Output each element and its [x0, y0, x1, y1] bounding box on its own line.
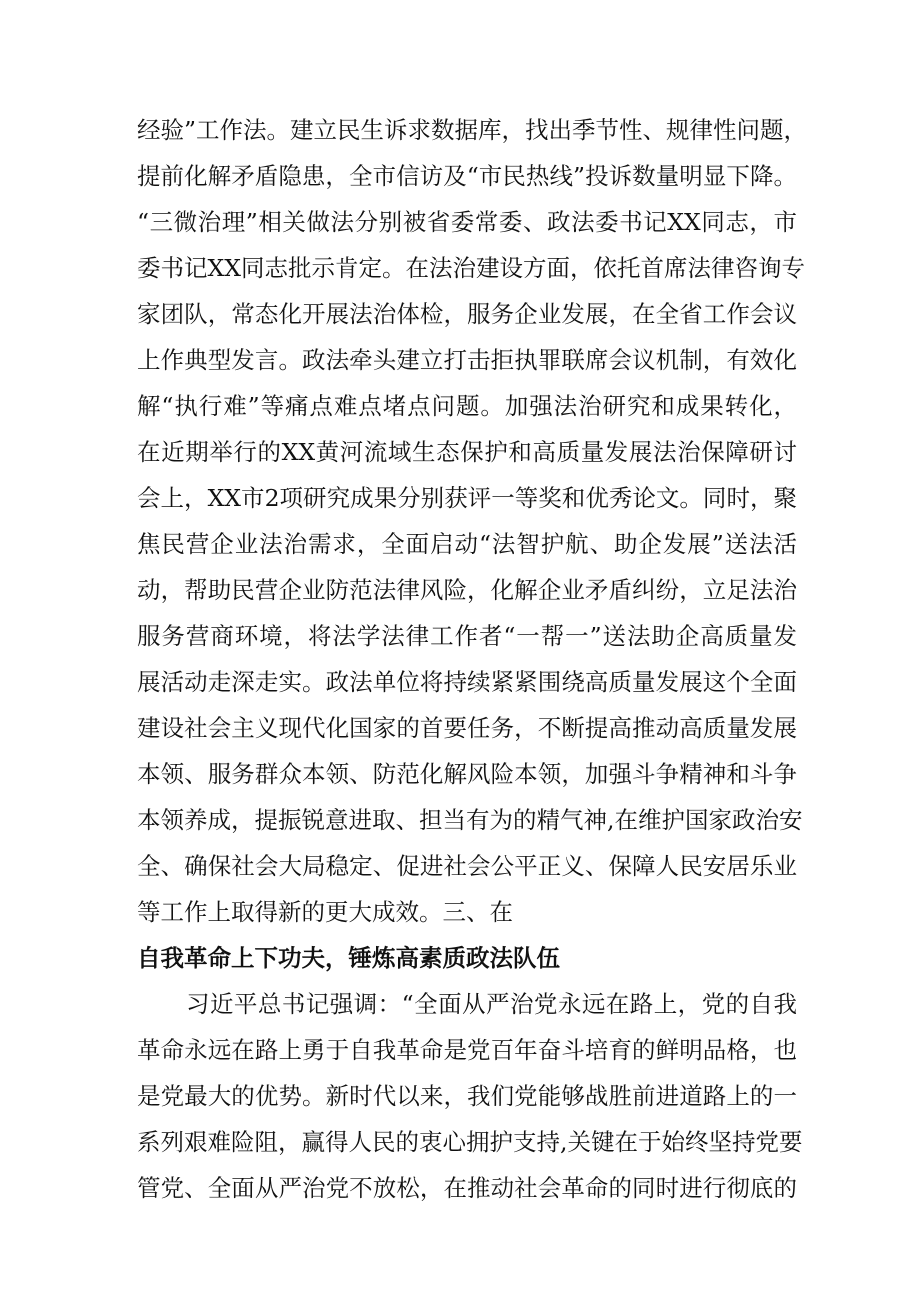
text-line: 系列艰难险阻，赢得人民的衷心拥护支持,关键在于始终坚持党要 [137, 1128, 803, 1156]
text-line: 等工作上取得新的更大成效。三、在 [137, 898, 513, 926]
text-line: 服务营商环境，将法学法律工作者“一帮一”送法助企高质量发 [137, 622, 797, 650]
text-line: 本领养成，提振锐意进取、担当有为的精气神,在维护国家政治安 [137, 806, 803, 834]
section-heading: 自我革命上下功夫，锤炼高素质政法队伍 [137, 944, 560, 972]
text-line: 习近平总书记强调：“全面从严治党永远在路上，党的自我 [186, 990, 797, 1018]
text-line: 是党最大的优势。新时代以来，我们党能够战胜前进道路上的一 [137, 1082, 797, 1110]
text-line: 会上，XX市2项研究成果分别获评一等奖和优秀论文。同时，聚 [137, 484, 797, 512]
text-line: 管党、全面从严治党不放松，在推动社会革命的同时进行彻底的 [137, 1174, 797, 1202]
text-line: 动，帮助民营企业防范法律风险，化解企业矛盾纠纷，立足法治 [137, 576, 797, 604]
text-line: 委书记XX同志批示肯定。在法治建设方面，依托首席法律咨询专 [137, 254, 805, 282]
text-line: 建设社会主义现代化国家的首要任务，不断提高推动高质量发展 [137, 714, 797, 742]
text-line: “三微治理”相关做法分别被省委常委、政法委书记XX同志，市 [137, 208, 797, 236]
text-line: 经验”工作法。建立民生诉求数据库，找出季节性、规律性问题， [137, 116, 808, 144]
text-line: 焦民营企业法治需求，全面启动“法智护航、助企发展”送法活 [137, 530, 797, 558]
text-line: 革命永远在路上勇于自我革命是党百年奋斗培育的鲜明品格，也 [137, 1036, 797, 1064]
text-line: 展活动走深走实。政法单位将持续紧紧围绕高质量发展这个全面 [137, 668, 797, 696]
text-line: 本领、服务群众本领、防范化解风险本领，加强斗争精神和斗争 [137, 760, 797, 788]
text-line: 家团队，常态化开展法治体检，服务企业发展，在全省工作会议 [137, 300, 797, 328]
text-line: 在近期举行的XX黄河流域生态保护和高质量发展法治保障研讨 [137, 438, 797, 466]
text-line: 上作典型发言。政法牵头建立打击拒执罪联席会议机制，有效化 [137, 346, 797, 374]
text-line: 提前化解矛盾隐患，全市信访及“市民热线”投诉数量明显下降。 [137, 162, 797, 190]
text-line: 全、确保社会大局稳定、促进社会公平正义、保障人民安居乐业 [137, 852, 797, 880]
text-line: 解“执行难”等痛点难点堵点问题。加强法治研究和成果转化， [137, 392, 797, 420]
